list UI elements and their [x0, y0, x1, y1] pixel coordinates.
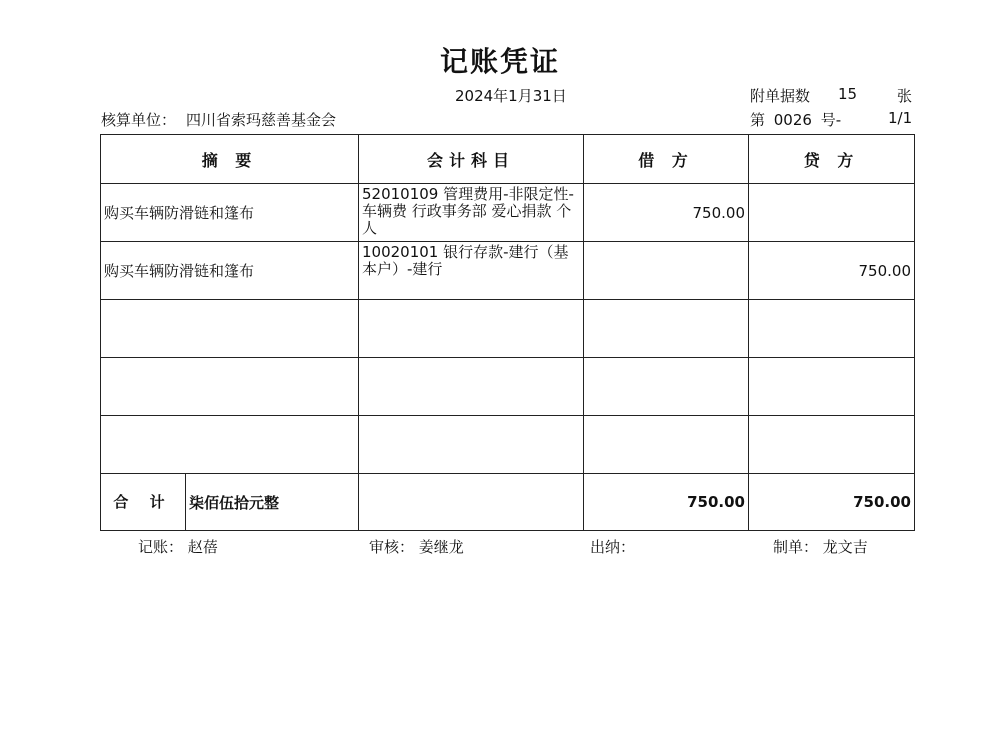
- header-debit: 借 方: [584, 135, 749, 184]
- table-row: [101, 358, 915, 416]
- cell-account: 10020101 银行存款-建行（基本户）-建行: [359, 242, 584, 300]
- table-row: [101, 184, 915, 242]
- cell-credit: [749, 184, 915, 242]
- page-number: 1/1: [888, 109, 913, 127]
- cell-credit: [749, 416, 915, 474]
- organization-name: 四川省索玛慈善基金会: [186, 111, 337, 129]
- table-row: [101, 416, 915, 474]
- total-row: [101, 474, 915, 531]
- attachment-count: 15: [838, 85, 858, 103]
- cell-summary: 购买车辆防滑链和篷布: [101, 184, 359, 242]
- cell-account: [359, 416, 584, 474]
- total-label: 合 计: [101, 474, 186, 530]
- total-debit: 750.00: [584, 474, 749, 531]
- bookkeeper: 记账： 赵蓓: [138, 538, 218, 556]
- header-account: 会计科目: [359, 135, 584, 184]
- cell-credit: [749, 300, 915, 358]
- attachment-unit: 张: [897, 87, 913, 105]
- cell-debit: [584, 416, 749, 474]
- organization-label: 核算单位：: [101, 111, 177, 129]
- cell-credit: 750.00: [749, 242, 915, 300]
- total-amount-words: 柒佰伍拾元整: [189, 493, 280, 512]
- total-credit: 750.00: [749, 474, 915, 531]
- cell-account: [359, 358, 584, 416]
- table-header-row: [101, 135, 915, 184]
- cashier: 出纳：: [590, 538, 636, 556]
- cell-account: [359, 300, 584, 358]
- header-summary: 摘 要: [101, 135, 359, 184]
- table-row: [101, 242, 915, 300]
- reviewer: 审核： 姜继龙: [369, 538, 464, 556]
- cell-debit: [584, 242, 749, 300]
- voucher-date: 2024年1月31日: [455, 87, 567, 105]
- attachment-label: 附单据数: [750, 87, 811, 105]
- voucher-number: 第 0026 号-: [750, 111, 842, 129]
- cell-debit: [584, 300, 749, 358]
- header-credit: 贷 方: [749, 135, 915, 184]
- cell-summary: 购买车辆防滑链和篷布: [101, 242, 359, 300]
- cell-credit: [749, 358, 915, 416]
- cell-debit: [584, 358, 749, 416]
- cell-debit: 750.00: [584, 184, 749, 242]
- cell-summary: [101, 300, 359, 358]
- table-row: [101, 300, 915, 358]
- preparer: 制单： 龙文吉: [773, 538, 868, 556]
- cell-summary: [101, 416, 359, 474]
- voucher-table: [100, 134, 915, 531]
- cell-summary: [101, 358, 359, 416]
- cell-account: 52010109 管理费用-非限定性-车辆费 行政事务部 爱心捐款 个人: [359, 184, 584, 242]
- document-title: 记账凭证: [439, 45, 560, 78]
